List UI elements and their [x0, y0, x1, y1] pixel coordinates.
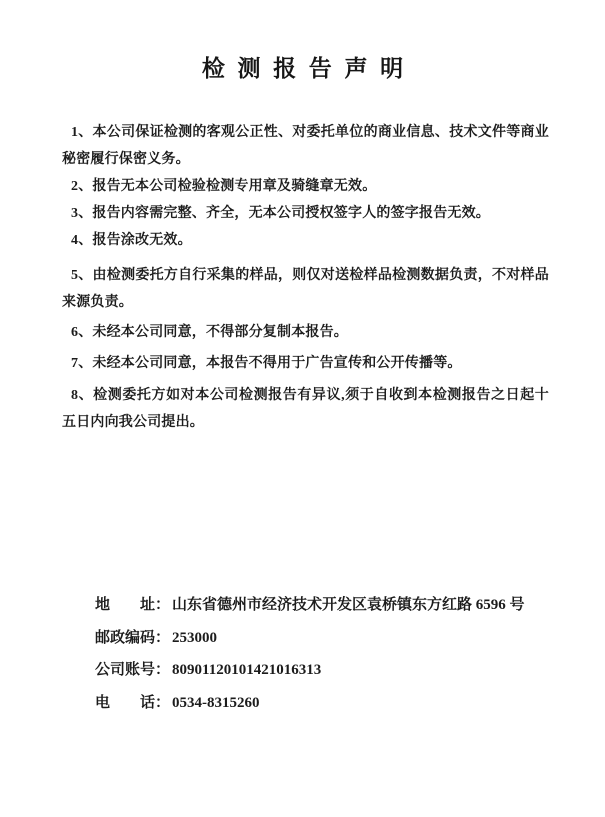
phone-value: 0534-8315260 — [172, 694, 260, 711]
statement-item-5: 5、由检测委托方自行采集的样品，则仅对送检样品检测数据负责，不对样品来源负责。 — [62, 268, 549, 310]
address-value: 山东省德州市经济技术开发区袁桥镇东方红路 6596 号 — [172, 597, 525, 613]
account-number-label: 公司账号： — [95, 662, 171, 678]
page-title: 检测报告声明 — [201, 56, 416, 81]
statement-item-4: 4、报告涂改无效。 — [71, 233, 192, 248]
contact-row-postal-code — [95, 622, 525, 655]
account-number-value: 80901120101421016313 — [172, 662, 322, 678]
statement-item-6: 6、未经本公司同意，不得部分复制本报告。 — [71, 325, 348, 340]
contact-section — [95, 589, 525, 719]
postal-code-value: 253000 — [172, 629, 218, 646]
statement-item-8: 8、检测委托方如对本公司检测报告有异议,须于自收到本检测报告之日起十五日内向我公司提出。 — [62, 388, 549, 430]
statement-item-1: 1、本公司保证检测的客观公正性、对委托单位的商业信息、技术文件等商业秘密履行保密义务。 — [62, 125, 549, 167]
contact-row-account-number — [95, 654, 525, 687]
statement-item-3: 3、报告内容需完整、齐全，无本公司授权签字人的签字报告无效。 — [71, 206, 490, 221]
phone-label: 电 话： — [95, 694, 171, 711]
statement-item-2: 2、报告无本公司检验检测专用章及骑缝章无效。 — [71, 179, 377, 194]
postal-code-label: 邮政编码： — [95, 629, 171, 646]
address-label: 地 址： — [95, 597, 171, 613]
statements-section — [62, 119, 549, 436]
contact-row-address — [95, 589, 525, 622]
statement-item-7: 7、未经本公司同意，本报告不得用于广告宣传和公开传播等。 — [71, 356, 462, 371]
contact-row-phone — [95, 687, 525, 720]
